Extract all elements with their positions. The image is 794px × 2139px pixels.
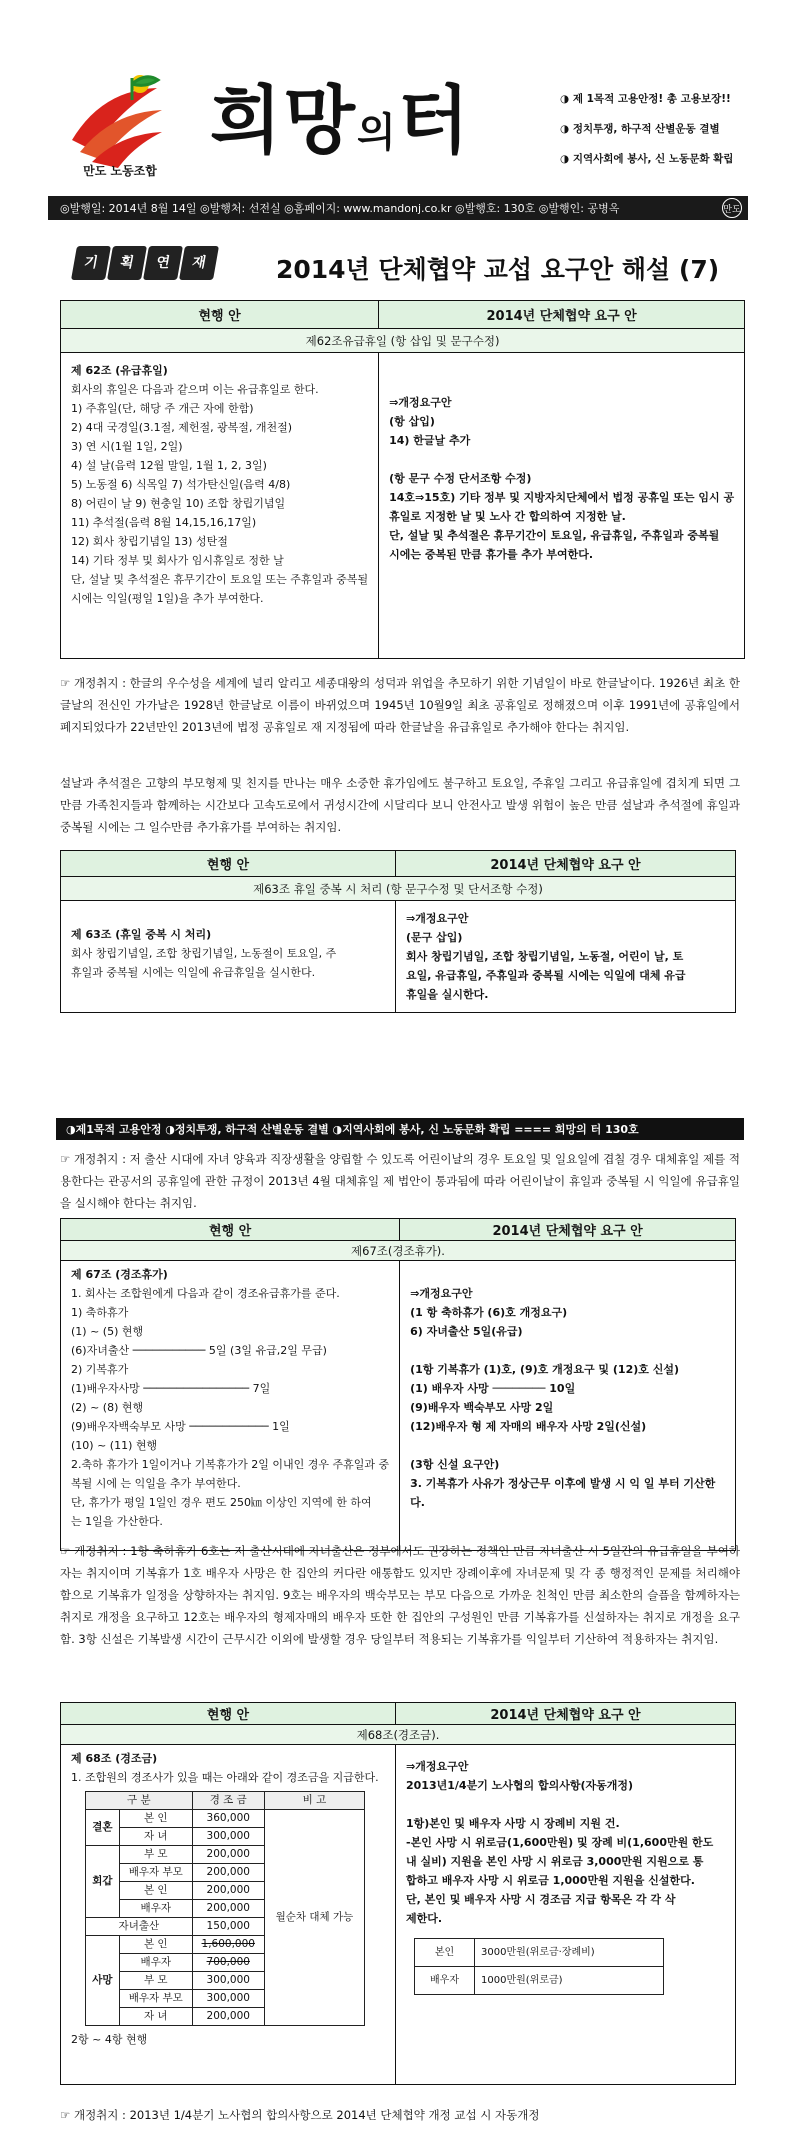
inner-head: 비 고 — [264, 1792, 364, 1810]
allowance-table — [85, 1791, 365, 2026]
row-amount: 150,000 — [192, 1918, 264, 1936]
text-line: 내 실비) 지원을 본인 사망 시 위로금 3,000만원 지원으로 통 — [406, 1855, 704, 1868]
text-line: 제한다. — [406, 1912, 443, 1925]
series-char: 획 — [107, 246, 147, 280]
row-amount: 200,000 — [192, 2008, 264, 2026]
text-line: 14) 기타 정부 및 회사가 임시휴일로 정한 날 — [71, 554, 284, 567]
article-heading: 제 68조 (경조금) — [71, 1752, 158, 1765]
text-line: 3. 기복휴가 사유가 정상근무 이후에 발생 시 익 일 부터 기산한 — [410, 1477, 716, 1490]
text-line: (1) ~ (5) 현행 — [71, 1325, 144, 1338]
text-line: (2) ~ (8) 현행 — [71, 1401, 144, 1414]
text-line: 1) 주휴일(단, 해당 주 개근 자에 한함) — [71, 402, 254, 415]
text-line — [410, 1341, 725, 1360]
text-line — [406, 1795, 725, 1814]
text-line: 회사의 휴일은 다음과 같으며 이는 유급휴일로 한다. — [71, 383, 319, 396]
series-badge — [74, 246, 216, 280]
text-line: -본인 사망 시 위로금(1,600만원) 및 장례 비(1,600만원 한도 — [406, 1836, 714, 1849]
article-footer: 2항 ~ 4항 현행 — [71, 2033, 148, 2046]
row-amount: 200,000 — [192, 1864, 264, 1882]
text-line: (항 문구 수정 단서조항 수정) — [389, 472, 532, 485]
article-title: 제62조유급휴일 (항 삽입 및 문구수정) — [61, 329, 745, 353]
text-line: 4) 설 날(음력 12월 말일, 1월 1, 2, 3일) — [71, 459, 267, 472]
rationale-paragraph-2: 설날과 추석절은 고향의 부모형제 및 친지를 만나는 매우 소중한 휴가임에도 불구하고 토요일, 주휴일 그리고 유급휴일에 겹치게 되면 그만큼 가족친지들과 함께하는 시간보다 고속도로에서 귀성시간에 시달리다 보니 안전사고 발생 위험이 높은 만큼 설날과 추석절에 휴일과 중복될 시에는 그 일수만큼 추가휴가를 부여하는 취지임. — [60, 776, 740, 834]
table-row — [415, 1939, 664, 1967]
text-line: 휴일과 중복될 시에는 익일에 유급휴일을 실시한다. — [71, 966, 316, 979]
row-amount: 1,600,000 — [192, 1936, 264, 1954]
publication-info: ◎발행일: 2014년 8월 14일 ◎발행처: 선전실 ◎홈페이지: www.mandonj.co.kr ◎발행호: 130호 ◎발행인: 공병옥 — [60, 202, 620, 215]
article-62-table — [60, 300, 745, 659]
publication-info-bar — [48, 196, 748, 220]
text-line: 제 67조 (경조휴가) — [71, 1268, 168, 1281]
text-line: (12)배우자 형 제 자매의 배우자 사망 2일(신설) — [410, 1420, 647, 1433]
text-line: 단, 본인 및 배우자 사망 시 경조금 지급 항목은 각 각 삭 — [406, 1893, 676, 1906]
col-current: 현행 안 — [61, 1219, 400, 1241]
text-line — [410, 1265, 725, 1284]
text-line: 14호⇒15호) 기타 정부 및 지방자치단체에서 법정 공휴일 또는 임시 공 — [389, 491, 735, 504]
text-line: (항 삽입) — [389, 415, 435, 428]
text-line: ⇒개정요구안 — [389, 396, 452, 409]
row-item: 본 인 — [119, 1936, 192, 1954]
text-line: (3항 신설 요구안) — [410, 1458, 500, 1471]
row-value: 3000만원(위로금·장례비) — [475, 1939, 664, 1967]
row-amount: 360,000 — [192, 1810, 264, 1828]
row-item: 배우자 부모 — [119, 1864, 192, 1882]
table-row — [415, 1967, 664, 1995]
row-note: 월순차 대체 가능 — [264, 1810, 364, 2026]
org-name: 만도 노동조합 — [83, 164, 157, 178]
article-title: 제68조(경조금). — [61, 1725, 736, 1745]
text-line: 1항)본인 및 배우자 사망 시 장례비 지원 건. — [406, 1817, 620, 1830]
text-line: (9)배우자 백숙부모 사망 2일 — [410, 1401, 554, 1414]
demand-text — [396, 901, 736, 1013]
text-line: 시에는 중복된 만큼 휴가를 추가 부여한다. — [389, 548, 594, 561]
row-label: 배우자 — [415, 1967, 475, 1995]
condolence-summary-table — [414, 1938, 664, 1995]
slogan-list — [560, 84, 780, 174]
rationale-paragraph-4: ☞ 개정취지 : 1항 축하휴가 6호는 저 출산시대에 자녀출산은 정부에서도 권장하는 정책인 만큼 자녀출산 시 5일간의 유급휴일을 부여하자는 취지이며 기복휴가 1호 배우자 사망은 한 집안의 커다란 애통함도 있지만 장례이후에 자녀문제 및 각 종 행정적인 문제를 처리해야 함으로 기복휴가 일정을 상향하자는 취지임. 9호는 배우자의 백숙부모는 부모 다음으로 가까운 친척인 만큼 최소한의 슬픔을 함께하자는 취지로 개정을 요구하고 12호는 배우자의 형제자매의 배우자 또한 한 집안의 구성원인 만큼 기복휴가를 신설하자는 취지로 개정을 요구함. 3항 신설은 기복발생 시간이 근무시간 이외에 발생할 경우 당일부터 적용되는 기복휴가를 익일부터 기산하여 적용하자는 취지임. — [60, 1544, 740, 1646]
article-67-table — [60, 1218, 736, 1551]
text-line: 1. 회사는 조합원에게 다음과 같이 경조유급휴가를 준다. — [71, 1287, 340, 1300]
current-text — [61, 1745, 396, 2085]
col-demand: 2014년 단체협약 요구 안 — [396, 1703, 736, 1725]
text-line: 8) 어린이 날 9) 현충일 10) 조합 창립기념일 — [71, 497, 286, 510]
article-title: 제63조 휴일 중복 시 처리 (항 문구수정 및 단서조항 수정) — [61, 877, 736, 901]
text-line: 2.축하 휴가가 1일이거나 기복휴가가 2일 이내인 경우 주휴일과 중 — [71, 1458, 390, 1471]
text-line: 14) 한글날 추가 — [389, 434, 471, 447]
text-line: 요일, 유급휴일, 주휴일과 중복될 시에는 익일에 대체 유급 — [406, 969, 686, 982]
text-line: (6)자녀출산 ─────────── 5일 (3일 유급,2일 무급) — [71, 1344, 327, 1357]
demand-text — [396, 1745, 736, 2085]
text-line — [389, 450, 734, 469]
text-line: (1항 기복휴가 (1)호, (9)호 개정요구 및 (12)호 신설) — [410, 1363, 679, 1376]
union-seal-icon: 만도 — [722, 198, 742, 218]
series-char: 연 — [143, 246, 183, 280]
text-line: 는 1일을 가산한다. — [71, 1515, 163, 1528]
row-group: 사망 — [86, 1936, 120, 2026]
text-line: (9)배우자백숙부모 사망 ──────────── 1일 — [71, 1420, 290, 1433]
col-current: 현행 안 — [61, 1703, 396, 1725]
row-item: 자 녀 — [119, 1828, 192, 1846]
current-text — [61, 901, 396, 1013]
text-line: 제 62조 (유급휴일) — [71, 364, 168, 377]
series-char: 기 — [71, 246, 111, 280]
row-group: 결혼 — [86, 1810, 120, 1846]
text-line: ⇒개정요구안 — [410, 1287, 473, 1300]
text-line: 시에는 익일(평일 1일)을 추가 부여한다. — [71, 592, 264, 605]
article-title: 제67조(경조휴가). — [61, 1241, 736, 1261]
text-line: 2) 기복휴가 — [71, 1363, 129, 1376]
row-item: 배우자 — [119, 1900, 192, 1918]
rationale-paragraph-1: ☞ 개정취지 : 한글의 우수성을 세계에 널리 알리고 세종대왕의 성덕과 위업을 추모하기 위한 기념일이 바로 한글날이다. 1926년 최초 한글날의 전신인 가가날은 1928년 한글날로 이름이 바뀌었으며 1945년 10월9일 최초 공휴일로 정해졌으며 이후 1991년에 공휴일에서 폐지되었다가 22년만인 2013년에 법정 공휴일로 재 지정됨에 따라 한글날을 유급휴일로 추가해야 한다는 취지임. — [60, 676, 740, 734]
slogan-banner: ◑제1목적 고용안정 ◑정치투쟁, 하구적 산별운동 결별 ◑지역사회에 봉사, 신 노동문화 확립 ==== 희망의 터 130호 — [56, 1118, 744, 1140]
article-68-table — [60, 1702, 736, 2085]
text-line: (문구 삽입) — [406, 931, 463, 944]
text-line: 11) 추석절(음력 8월 14,15,16,17일) — [71, 516, 257, 529]
text-line: (1) 배우자 사망 ──────── 10일 — [410, 1382, 576, 1395]
table-row — [86, 1810, 365, 1828]
series-char: 재 — [179, 246, 219, 280]
row-item: 본 인 — [119, 1810, 192, 1828]
text-line: 제 63조 (휴일 중복 시 처리) — [71, 928, 212, 941]
text-line: 단, 설날 및 추석절은 휴무기간이 토요일, 유급휴일, 주휴일과 중복될 — [389, 529, 720, 542]
inner-head: 경 조 금 — [192, 1792, 264, 1810]
article-headline: 2014년 단체협약 교섭 요구안 해설 (7) — [276, 255, 720, 284]
col-current: 현행 안 — [61, 851, 396, 877]
row-amount: 300,000 — [192, 1972, 264, 1990]
text-line: (1)배우자사망 ──────────────── 7일 — [71, 1382, 271, 1395]
row-item: 부 모 — [119, 1972, 192, 1990]
col-current: 현행 안 — [61, 301, 379, 329]
slogan-1: ◑ 제 1목적 고용안정! 총 고용보장!! — [560, 93, 731, 105]
col-demand: 2014년 단체협약 요구 안 — [396, 851, 736, 877]
demand-text — [379, 353, 745, 659]
text-line: 휴일로 지정한 날 및 노사 간 합의하여 지정한 날. — [389, 510, 626, 523]
text-line: 회사 창립기념일, 조합 창립기념일, 노동절이 토요일, 주 — [71, 947, 337, 960]
text-line: 복될 시에 는 익일을 추가 부여한다. — [71, 1477, 241, 1490]
text-line: 1) 축하휴가 — [71, 1306, 129, 1319]
text-line: ⇒개정요구안 — [406, 1760, 469, 1773]
row-item: 자 녀 — [119, 2008, 192, 2026]
row-amount: 300,000 — [192, 1990, 264, 2008]
current-text — [61, 1261, 400, 1551]
row-amount: 300,000 — [192, 1828, 264, 1846]
inner-head: 구 분 — [86, 1792, 193, 1810]
current-text — [61, 353, 379, 659]
row-amount: 200,000 — [192, 1846, 264, 1864]
row-amount: 200,000 — [192, 1900, 264, 1918]
row-item: 배우자 — [119, 1954, 192, 1972]
slogan-3: ◑ 지역사회에 봉사, 신 노동문화 확립 — [560, 153, 734, 165]
row-group: 회갑 — [86, 1846, 120, 1918]
text-line: 3) 연 시(1월 1일, 2일) — [71, 440, 183, 453]
newsletter-title: 희망의터 — [210, 78, 472, 164]
text-line: 휴일을 실시한다. — [406, 988, 489, 1001]
rationale-paragraph-5: ☞ 개정취지 : 2013년 1/4분기 노사협의 합의사항으로 2014년 단체협약 개정 교섭 시 자동개정 — [60, 2108, 540, 2122]
row-value: 1000만원(위로금) — [475, 1967, 664, 1995]
text-line: (10) ~ (11) 현행 — [71, 1439, 158, 1452]
row-amount: 200,000 — [192, 1882, 264, 1900]
text-line: 회사 창립기념일, 조합 창립기념일, 노동절, 어린이 날, 토 — [406, 950, 684, 963]
text-line: (1 항 축하휴가 (6)호 개정요구) — [410, 1306, 568, 1319]
text-line: 합하고 배우자 사망 시 위로금 1,000만원 지원을 신설한다. — [406, 1874, 695, 1887]
row-item: 배우자 부모 — [119, 1990, 192, 2008]
row-item: 부 모 — [119, 1846, 192, 1864]
text-line: 2) 4대 국경일(3.1절, 제헌절, 광복절, 개천절) — [71, 421, 293, 434]
text-line: 다. — [410, 1496, 425, 1509]
rationale-paragraph-3: ☞ 개정취지 : 저 출산 시대에 자녀 양육과 직장생활을 양립할 수 있도록 어린이날의 경우 토요일 및 일요일에 겹칠 경우 대체휴일 제를 적용한다는 관공서의 공휴일에 관한 규정이 2013년 4월 대체휴일 제 법안이 통과됨에 따라 어린이날이 휴일과 중복될 시 익일에 유급휴일을 실시해야 한다는 취지임. — [60, 1152, 740, 1210]
row-amount: 700,000 — [192, 1954, 264, 1972]
text-line: 단, 설날 및 추석절은 휴무기간이 토요일 또는 주휴일과 중복될 — [71, 573, 369, 586]
row-label: 본인 — [415, 1939, 475, 1967]
article-63-table — [60, 850, 736, 1013]
text-line: 6) 자녀출산 5일(유급) — [410, 1325, 523, 1338]
text-line: ⇒개정요구안 — [406, 912, 469, 925]
col-demand: 2014년 단체협약 요구 안 — [400, 1219, 736, 1241]
text-line: 2013년1/4분기 노사협의 합의사항(자동개정) — [406, 1779, 634, 1792]
col-demand: 2014년 단체협약 요구 안 — [379, 301, 745, 329]
text-line: 12) 회사 창립기념일 13) 성탄절 — [71, 535, 228, 548]
demand-text — [400, 1261, 736, 1551]
text-line: 5) 노동절 6) 식목일 7) 석가탄신일(음력 4/8) — [71, 478, 291, 491]
row-item: 자녀출산 — [86, 1918, 193, 1936]
article-intro: 1. 조합원의 경조사가 있을 때는 아래와 같이 경조금을 지급한다. — [71, 1771, 379, 1784]
row-item: 본 인 — [119, 1882, 192, 1900]
slogan-2: ◑ 정치투쟁, 하구적 산별운동 결별 — [560, 123, 720, 135]
text-line: 단, 휴가가 평일 1일인 경우 편도 250㎞ 이상인 지역에 한 하여 — [71, 1496, 372, 1509]
text-line — [410, 1436, 725, 1455]
